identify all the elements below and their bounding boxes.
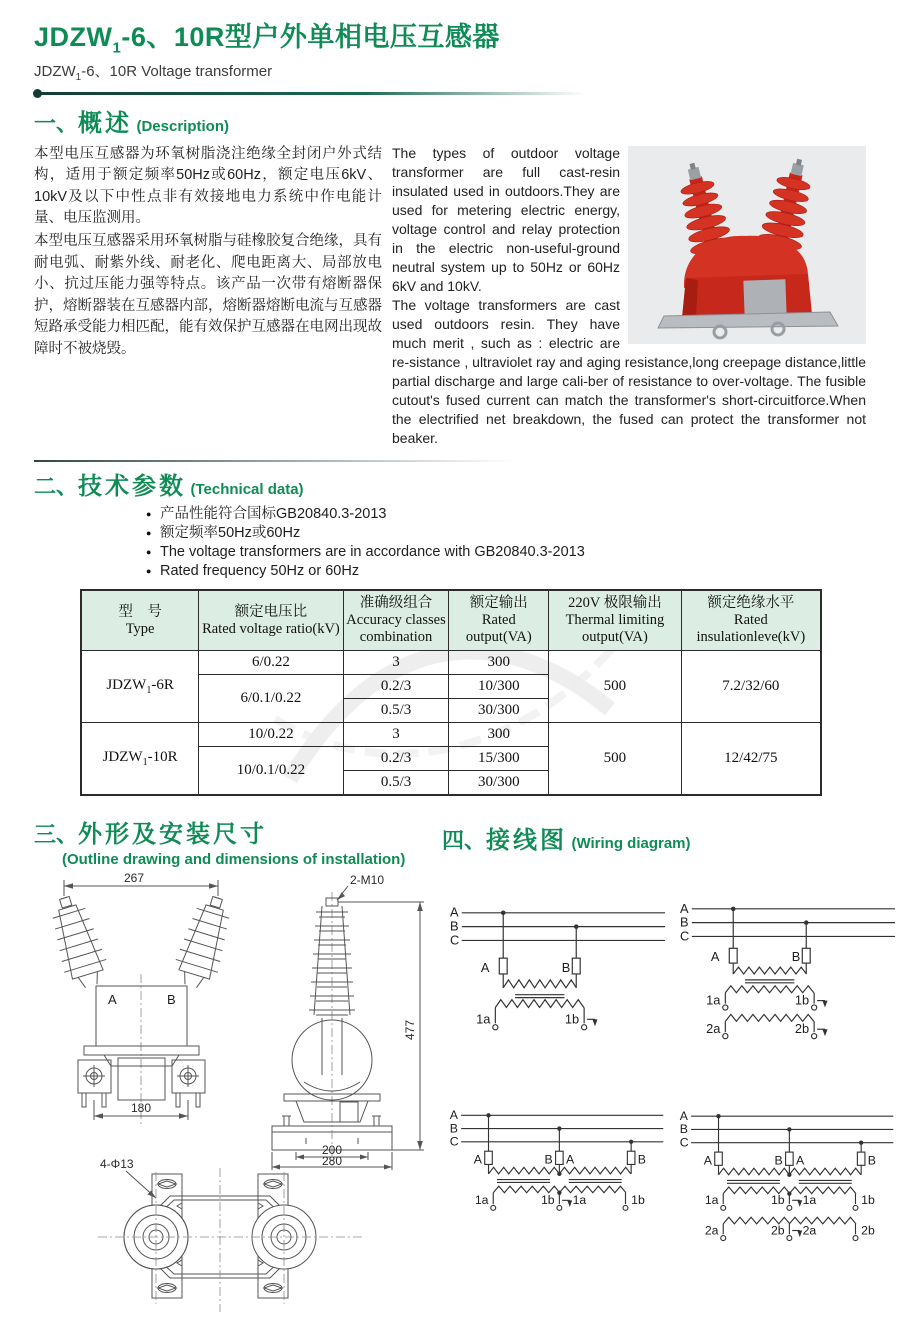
bus-label: C [449, 1134, 459, 1149]
clamp-left [78, 1060, 111, 1107]
cell: 3 [343, 723, 449, 747]
front-view-drawing [34, 870, 244, 1128]
secondary-label: 1a [706, 993, 721, 1009]
dim-477: 477 [403, 1020, 417, 1041]
secondary-label: 1a [802, 1193, 817, 1208]
zh-paragraph-2: 本型电压互感器采用环氧树脂与硅橡胶复合绝缘，具有耐电弧、耐紫外线、耐老化、爬电距离大、局部放电小、抗过压能力强等特点。该产品一次带有熔断器保护，熔断器装在互感器内部，熔断器熔断电流与互感器短路承受能力相匹配，能有效保护互感器在电网出现故障时不被烧毁。 [34, 233, 382, 357]
secondary-label: 1b [794, 993, 810, 1009]
dim-280: 280 [321, 1154, 343, 1169]
description-block [34, 144, 866, 449]
secondary-label: 1a [704, 1193, 719, 1208]
primary-label: A [710, 949, 720, 965]
cell: 30/300 [449, 771, 549, 796]
type-cell: $JDZW_1-10R$ [81, 723, 199, 796]
front-right-bushing [170, 892, 239, 993]
dim-200: 200 [321, 1143, 343, 1158]
secondary-label: 1b [631, 1193, 645, 1208]
hole-callout: 4-Φ13 [100, 1157, 134, 1172]
cell: 10/300 [449, 675, 549, 699]
cell: 3 [343, 651, 449, 675]
cell: 6/0.22 [199, 651, 343, 675]
wiring-diagrams [446, 896, 898, 1321]
terminal-a-label: A [108, 992, 117, 1008]
cell: 30/300 [449, 699, 549, 723]
wiring-diagram-3 [446, 1102, 668, 1242]
cell: 15/300 [449, 747, 549, 771]
dim-267: 267 [123, 871, 145, 886]
nameplate [743, 279, 786, 316]
section-outline-heading: 三、外形及安装尺寸 (Outline drawing and dimensions of installation) [34, 821, 406, 869]
secondary-label: 2a [706, 1021, 721, 1037]
bullet-item: ● 产品性能符合国标GB20840.3-2013 [146, 505, 866, 524]
secondary-label: 1b [564, 1011, 580, 1027]
plan-view-drawing [92, 1154, 368, 1316]
secondary-label: 2a [704, 1223, 719, 1238]
column-header-ratio: 额定电压比 Rated voltage ratio(kV) [199, 590, 343, 651]
section-description-heading: 一、概述 (Description) [34, 109, 229, 137]
technical-bullet-list [146, 505, 866, 581]
primary-label: A [703, 1153, 712, 1168]
front-left-bushing [43, 892, 112, 993]
dim-180: 180 [130, 1101, 152, 1116]
cell: 0.2/3 [343, 747, 449, 771]
column-header-accuracy: 准确级组合 Accuracy classes combination [343, 590, 449, 651]
primary-label: A [473, 1152, 482, 1167]
zh-paragraph-1: 本型电压互感器为环氧树脂浇注绝缘全封闭户外式结构，适用于额定频率50Hz或60Hz，额定电压6kV、10kV及以下中性点非有效接地电力系统中作电能计量、电压监测用。 [34, 145, 382, 226]
table-row [81, 651, 821, 675]
cell: 12/42/75 [681, 723, 821, 796]
cell: 500 [549, 651, 682, 723]
cell: 10/0.22 [199, 723, 343, 747]
bus-label: B [449, 1121, 458, 1136]
terminal-b-label: B [167, 992, 176, 1008]
bus-label: C [449, 932, 460, 948]
primary-label: B [774, 1153, 783, 1168]
drawings-area [34, 870, 876, 1321]
primary-label: B [867, 1153, 876, 1168]
header-divider [34, 92, 633, 95]
cell: 300 [449, 651, 549, 675]
wiring-diagram-2 [676, 896, 898, 1046]
bus-label: A [449, 1108, 458, 1123]
bolt-callout: 2-M10 [350, 873, 385, 888]
secondary-label: 2a [802, 1223, 817, 1238]
bus-label: B [449, 919, 459, 935]
cell: 10/0.1/0.22 [199, 747, 343, 796]
primary-label: A [795, 1153, 805, 1168]
bottom-section-headings [34, 806, 866, 868]
secondary-label: 1b [861, 1193, 875, 1208]
cell: 7.2/32/60 [681, 651, 821, 723]
cell: 6/0.1/0.22 [199, 675, 343, 723]
secondary-label: 1b [540, 1193, 555, 1208]
section-wiring-heading: 四、接线图 (Wiring diagram) [442, 827, 691, 855]
cell: 0.2/3 [343, 675, 449, 699]
cell: 500 [549, 723, 682, 796]
header-row [81, 590, 821, 651]
spec-table [80, 589, 822, 796]
side-view-drawing [244, 870, 440, 1170]
bus-label: B [679, 1122, 688, 1137]
bullet-item: ● 额定频率50Hz或60Hz [146, 524, 866, 543]
secondary-label: 1a [476, 1011, 491, 1027]
bus-label: C [679, 928, 690, 944]
secondary-label: 1a [474, 1193, 489, 1208]
description-chinese [34, 144, 382, 449]
primary-label: A [480, 960, 490, 976]
cell: 0.5/3 [343, 771, 449, 796]
title-prefix: JDZW [34, 22, 113, 52]
column-header-thermal: 220V 极限输出 Thermal limiting output(VA) [549, 590, 682, 651]
clamp-right [172, 1060, 205, 1107]
title-rest: -6、10R型户外单相电压互感器 [121, 22, 500, 52]
cell: 0.5/3 [343, 699, 449, 723]
column-header-output: 额定输出 Rated output(VA) [449, 590, 549, 651]
primary-label: B [561, 960, 571, 976]
type-cell: $JDZW_1-6R$ [81, 651, 199, 723]
description-english [392, 144, 866, 449]
section-divider [34, 460, 633, 462]
secondary-label: 2b [794, 1021, 810, 1037]
en-paragraph-1: The types of outdoor voltage transformer are full cast-resin insulated used in outdoors.They are used for metering electric energy, voltage control and relay protection in the electric non-useful-ground neutral system up to 50Hz or 60Hz 6kV and 10kV. [392, 144, 620, 294]
wiring-diagram-4 [676, 1102, 898, 1274]
bullet-item: ● Rated frequency 50Hz or 60Hz [146, 562, 866, 581]
column-header-insulation: 额定绝缘水平 Rated insulationleve(kV) [681, 590, 821, 651]
secondary-label: 1b [770, 1193, 785, 1208]
secondary-label: 2b [861, 1223, 875, 1238]
table-row [81, 723, 821, 747]
bus-label: A [449, 905, 459, 921]
product-photo [628, 146, 866, 344]
column-header-type: 型 号 Type [81, 590, 199, 651]
outline-drawings [34, 870, 442, 1321]
page-subtitle: $JDZW_1-6$、10R Voltage transformer [34, 62, 273, 83]
secondary-label: 1a [572, 1193, 587, 1208]
spec-table-zone [80, 589, 822, 796]
wiring-diagram-1 [446, 896, 668, 1046]
primary-label: B [791, 949, 801, 965]
page-title [34, 22, 866, 57]
primary-label: A [565, 1152, 575, 1167]
voltage-transformer-photo [628, 146, 866, 344]
section-technical-heading: 二、技术参数 (Technical data) [34, 473, 304, 501]
bus-label: B [679, 915, 689, 931]
bus-label: A [679, 1108, 688, 1123]
primary-label: B [544, 1152, 553, 1167]
cell: 300 [449, 723, 549, 747]
en-paragraph-2: The voltage transformers are cast used outdoors resin. They have much merit , such as : electric are re-sistance , ultraviolet ray and aging resistance,long creepage distance,little partial discharge and large cali-ber of resistance to over-voltage. The fusible cutout's fused current can match the transformer's short-circuitforce.When the electrified net breakdown, the fused can protect the transformer not beaker. [392, 296, 866, 447]
primary-label: B [637, 1152, 646, 1167]
bus-label: A [679, 901, 689, 917]
bus-label: C [679, 1135, 689, 1150]
bullet-item: ● The voltage transformers are in accordance with GB20840.3-2013 [146, 543, 866, 562]
secondary-label: 2b [770, 1223, 785, 1238]
title-subscript: 1 [112, 39, 122, 57]
